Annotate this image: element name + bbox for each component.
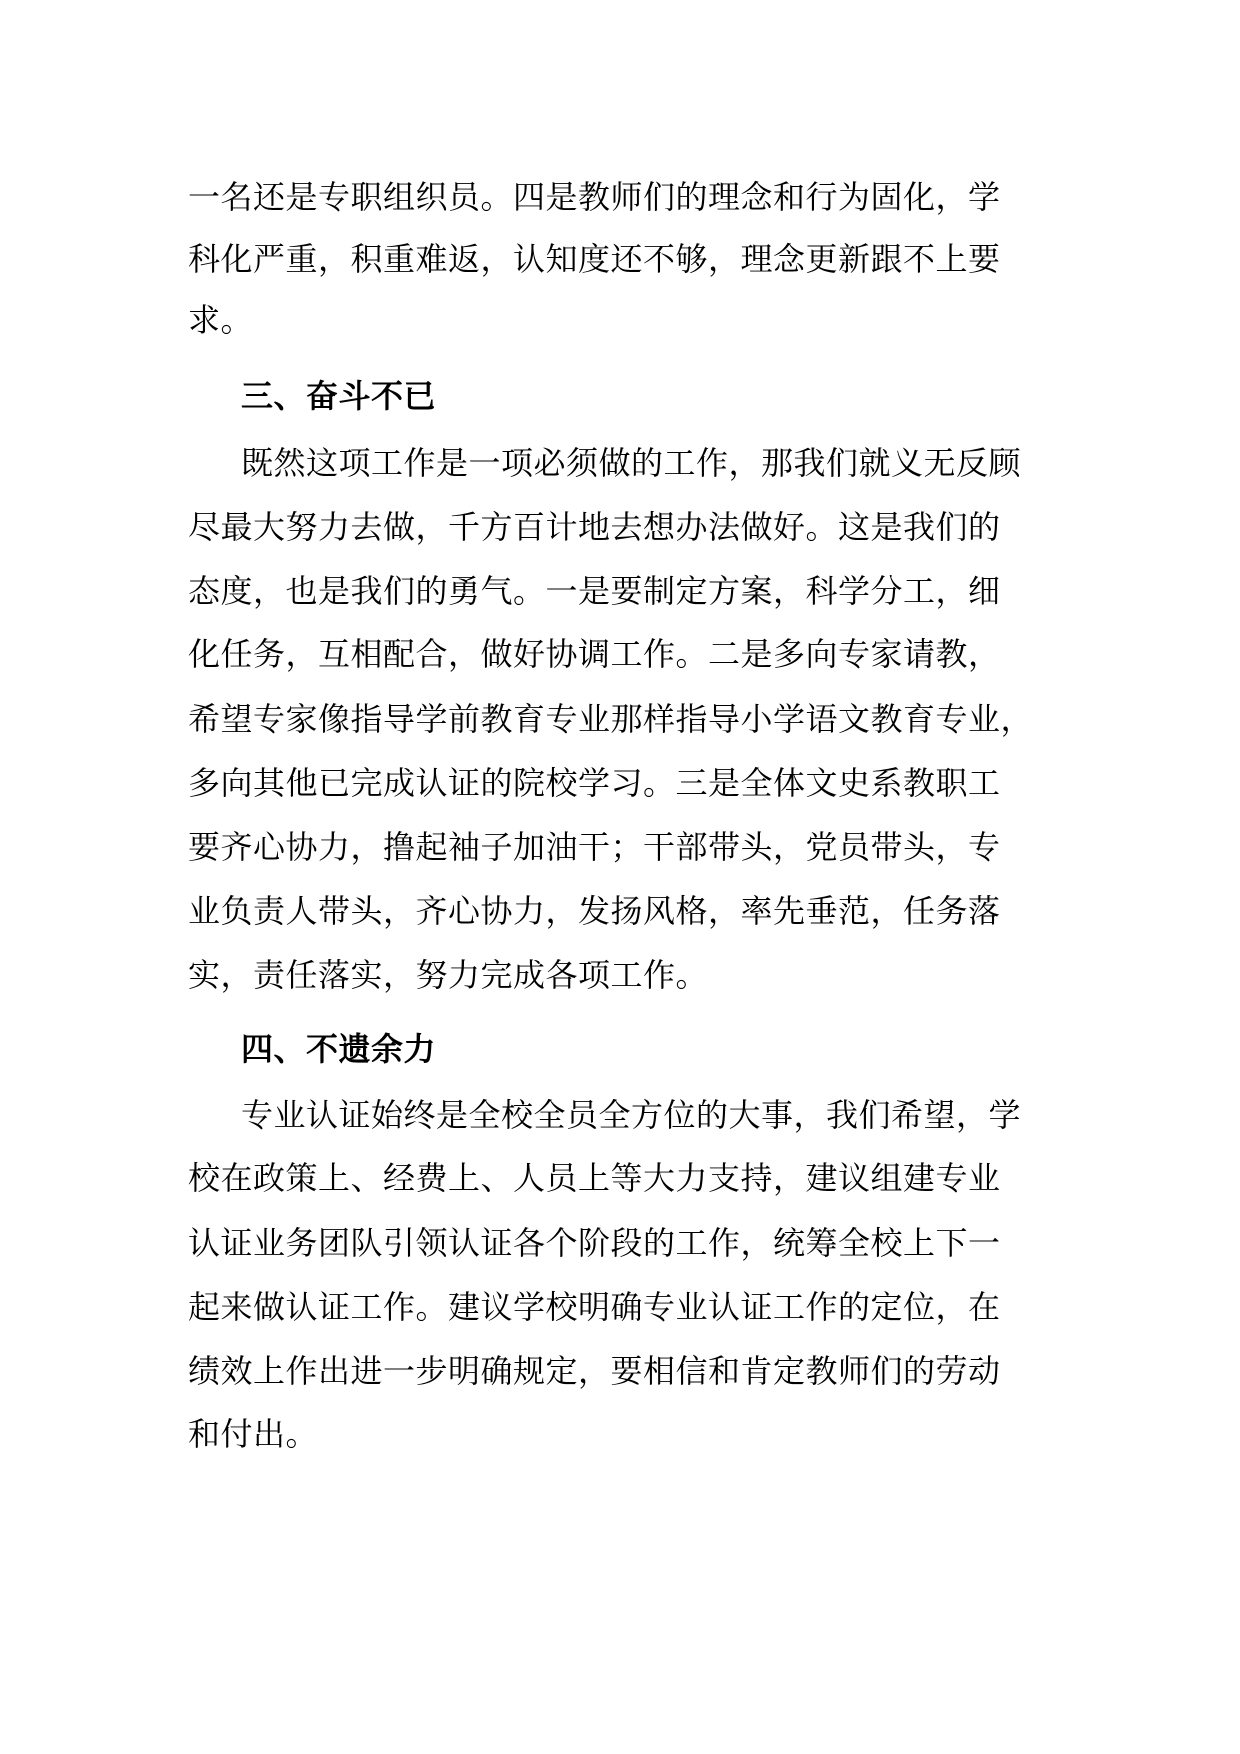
paragraph-line: 实，责任落实，努力完成各项工作。: [188, 956, 709, 994]
paragraph-line: 认证业务团队引领认证各个阶段的工作，统筹全校上下一: [188, 1224, 1001, 1262]
section-heading: 四、不遗余力: [241, 1030, 437, 1068]
paragraph-line: 和付出。: [188, 1415, 319, 1453]
paragraph-line: 希望专家像指导学前教育专业那样指导小学语文教育专业，: [188, 700, 1034, 738]
paragraph-line: 业负责人带头，齐心协力，发扬风格，率先垂范，任务落: [188, 892, 1001, 930]
paragraph-line: 态度，也是我们的勇气。一是要制定方案，科学分工，细: [188, 572, 1001, 610]
paragraph-line: 专业认证始终是全校全员全方位的大事，我们希望，学: [241, 1096, 1022, 1134]
paragraph-line: 要齐心协力，撸起袖子加油干；干部带头，党员带头，专: [188, 828, 1001, 866]
paragraph-line: 绩效上作出进一步明确规定，要相信和肯定教师们的劳动: [188, 1352, 1001, 1390]
paragraph-line: 一名还是专职组织员。四是教师们的理念和行为固化，学: [188, 178, 1001, 216]
paragraph-line: 化任务，互相配合，做好协调工作。二是多向专家请教，: [188, 635, 1001, 673]
paragraph-line: 起来做认证工作。建议学校明确专业认证工作的定位，在: [188, 1288, 1001, 1326]
paragraph-line: 科化严重，积重难返，认知度还不够，理念更新跟不上要: [188, 240, 1001, 278]
section-heading: 三、奋斗不已: [241, 377, 437, 415]
paragraph-line: 求。: [188, 301, 254, 339]
paragraph-line: 校在政策上、经费上、人员上等大力支持，建议组建专业: [188, 1159, 1001, 1197]
paragraph-line: 尽最大努力去做，千方百计地去想办法做好。这是我们的: [188, 508, 1001, 546]
paragraph-line: 多向其他已完成认证的院校学习。三是全体文史系教职工: [188, 764, 1001, 802]
paragraph-line: 既然这项工作是一项必须做的工作，那我们就义无反顾: [241, 444, 1022, 482]
